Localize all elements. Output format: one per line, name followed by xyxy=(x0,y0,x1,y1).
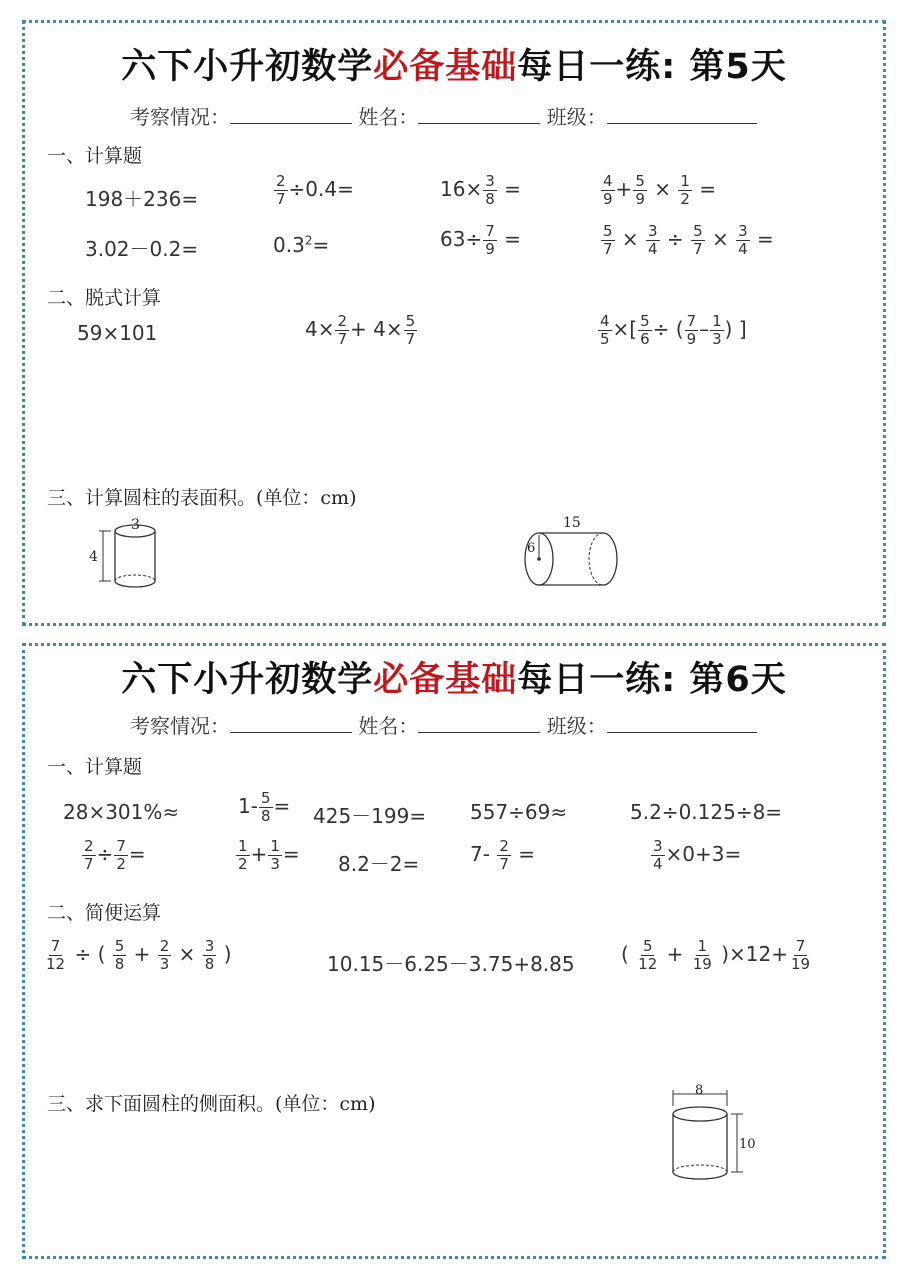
section-3-title: 三、计算圆柱的表面积。(单位：cm) xyxy=(47,487,357,509)
class-blank[interactable] xyxy=(607,714,757,733)
class-blank[interactable] xyxy=(607,105,757,124)
check-label: 考察情况： xyxy=(130,714,230,738)
name-blank[interactable] xyxy=(418,714,540,733)
problem-4: $\frac{4}{9}$ + $\frac{5}{9}$ × $\frac{1}{2}$ = xyxy=(603,172,717,208)
simplify-2: 10.15－6.25－3.75+8.85 xyxy=(327,952,575,976)
problem-5: 5.2÷0.125÷8= xyxy=(630,800,783,824)
cylinder-3-diameter: 8 xyxy=(695,1084,704,1098)
problem-6: $\frac{2}{7}$ ÷ $\frac{7}{2}$ = xyxy=(84,837,146,873)
cylinder-1-diameter: 3 xyxy=(131,517,140,533)
cylinder-3-height: 10 xyxy=(739,1137,756,1152)
problem-10: $\frac{3}{4}$ ×0+3= xyxy=(653,837,742,873)
problem-1: 28×301%≈ xyxy=(63,800,180,824)
section-1-title: 一、计算题 xyxy=(47,756,143,778)
section-3-title: 三、求下面圆柱的侧面积。(单位：cm) xyxy=(47,1093,376,1115)
problem-7: 63÷ $\frac{7}{9}$ = xyxy=(440,222,521,258)
cylinder-figure-2 xyxy=(515,513,635,593)
problem-5: 3.02－0.2= xyxy=(85,237,199,261)
cylinder-figure-1 xyxy=(81,517,171,595)
worksheet-day6 xyxy=(22,643,886,1259)
problem-8: 8.2－2= xyxy=(338,852,420,876)
expression-1: 59×101 xyxy=(77,321,158,345)
section-1-title: 一、计算题 xyxy=(47,145,143,167)
problem-6: $0.3^2=$ xyxy=(273,233,330,257)
problem-3: 425－199= xyxy=(313,804,427,828)
info-row xyxy=(130,101,757,130)
info-row xyxy=(130,710,757,739)
problem-2: $\frac{2}{7}$ ÷0.4= xyxy=(276,172,354,208)
name-blank[interactable] xyxy=(418,105,540,124)
section-2-title: 二、脱式计算 xyxy=(47,287,162,309)
problem-2: 1- $\frac{5}{8}$ = xyxy=(238,789,291,825)
class-label: 班级： xyxy=(546,105,607,129)
name-label: 姓名： xyxy=(358,714,419,738)
expression-3: $\frac{4}{5}$ ×[ $\frac{5}{6}$ ÷ ( $\frac{7}{9}$ – $\frac{1}{3}$ ) ] xyxy=(600,312,747,348)
check-blank[interactable] xyxy=(230,105,352,124)
problem-7-mixed: $\frac{1}{2}$ + $\frac{1}{3}$ = xyxy=(238,837,300,873)
name-label: 姓名： xyxy=(358,105,419,129)
cylinder-2-radius: 6 xyxy=(527,541,536,556)
section-2-title: 二、简便运算 xyxy=(47,902,162,924)
check-blank[interactable] xyxy=(230,714,352,733)
page-title: 六下小升初数学必备基础每日一练: 第6天 xyxy=(121,660,787,700)
problem-8: $\frac{5}{7}$ × $\frac{3}{4}$ ÷ $\frac{5}{7}$ × $\frac{3}{4}$ = xyxy=(603,222,774,258)
problem-9: 7- $\frac{2}{7}$ = xyxy=(470,837,535,873)
cylinder-1-height: 4 xyxy=(89,549,98,565)
problem-4: 557÷69≈ xyxy=(470,800,568,824)
expression-2: 4× $\frac{2}{7}$ + 4× $\frac{5}{7}$ xyxy=(305,312,416,348)
simplify-3: ( $\frac{5}{12}$ + $\frac{1}{19}$ )×12+ $\frac{7}{19}$ xyxy=(621,937,811,973)
cylinder-figure-3 xyxy=(657,1084,767,1184)
problem-3: 16× $\frac{3}{8}$ = xyxy=(440,172,521,208)
simplify-1: $\frac{7}{12}$ ÷ ( $\frac{5}{8}$ + $\frac{2}{3}$ × $\frac{3}{8}$ ) xyxy=(46,937,232,973)
cylinder-2-length: 15 xyxy=(563,515,581,531)
problem-1: 198＋236= xyxy=(85,187,199,211)
worksheet-day5 xyxy=(22,20,886,626)
check-label: 考察情况： xyxy=(130,105,230,129)
class-label: 班级： xyxy=(546,714,607,738)
page-title: 六下小升初数学必备基础每日一练: 第5天 xyxy=(121,47,787,87)
